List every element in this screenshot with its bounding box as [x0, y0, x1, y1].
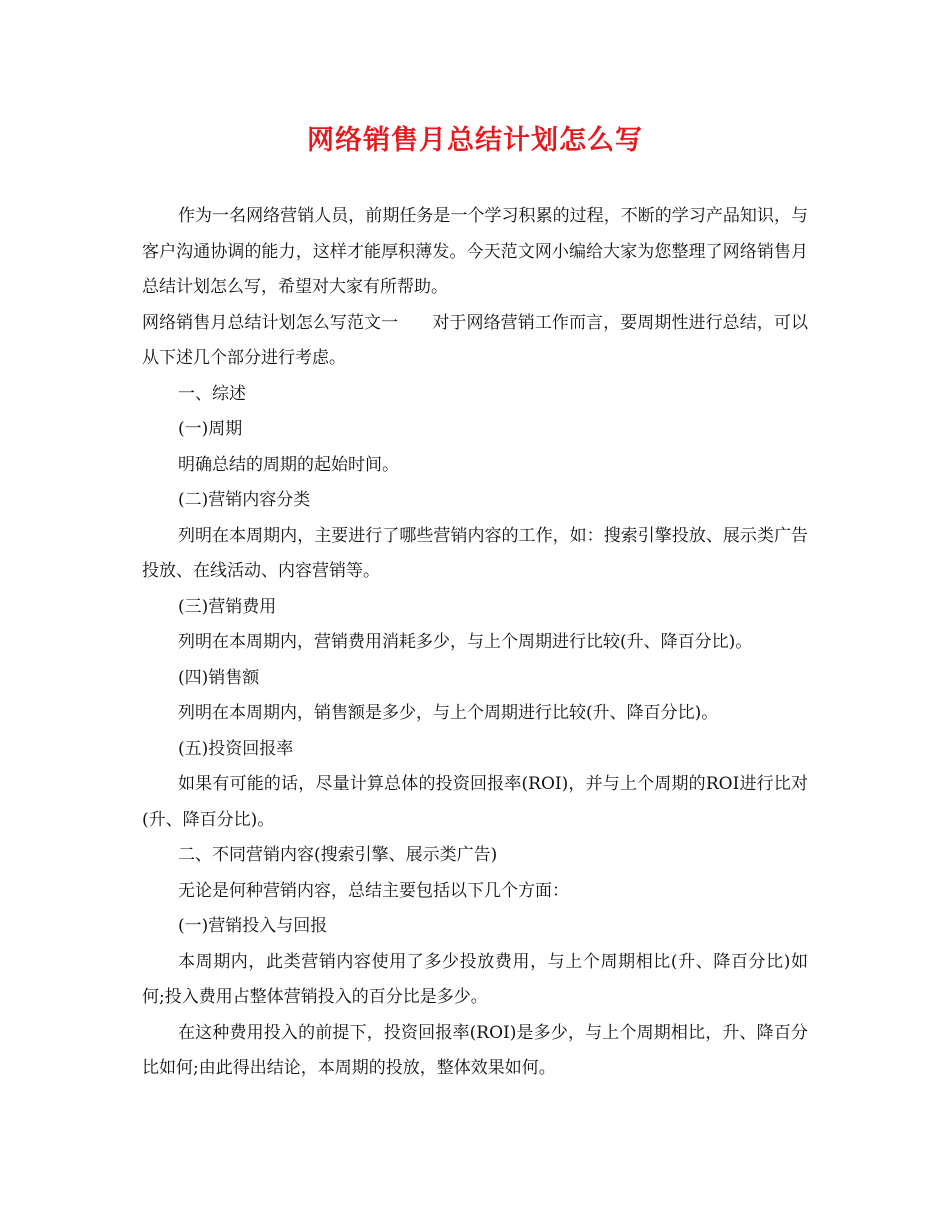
document-body — [142, 199, 808, 1087]
paragraph: 明确总结的周期的起始时间。 — [178, 454, 399, 475]
paragraph: 一、综述 — [178, 383, 246, 404]
paragraph: (一)周期 — [178, 419, 243, 440]
paragraph: 作为一名网络营销人员，前期任务是一个学习积累的过程，不断的学习产品知识，与客户沟通协调的能力，这样才能厚积薄发。今天范文网小编给大家为您整理了网络销售月总结计划怎么写，希望对大家有所帮助。 — [142, 206, 808, 298]
paragraph: (二)营销内容分类 — [178, 490, 311, 511]
paragraph: 本周期内，此类营销内容使用了多少投放费用，与上个周期相比(升、降百分比)如何;投入费用占整体营销投入的百分比是多少。 — [142, 951, 808, 1008]
paragraph: 列明在本周期内，销售额是多少，与上个周期进行比较(升、降百分比)。 — [178, 703, 719, 724]
paragraph: 二、不同营销内容(搜索引擎、展示类广告) — [178, 845, 498, 866]
paragraph: (三)营销费用 — [178, 596, 277, 617]
paragraph: (五)投资回报率 — [178, 738, 294, 759]
paragraph: 无论是何种营销内容，总结主要包括以下几个方面： — [178, 880, 569, 901]
document-title: 网络销售月总结计划怎么写 — [307, 125, 643, 156]
paragraph: 如果有可能的话，尽量计算总体的投资回报率(ROI)，并与上个周期的ROI进行比对(升、降百分比)。 — [142, 774, 808, 830]
paragraph: 列明在本周期内，营销费用消耗多少，与上个周期进行比较(升、降百分比)。 — [178, 632, 753, 653]
paragraph: (四)销售额 — [178, 667, 260, 688]
paragraph: 在这种费用投入的前提下，投资回报率(ROI)是多少，与上个周期相比，升、降百分比如何;由此得出结论，本周期的投放，整体效果如何。 — [142, 1022, 808, 1079]
paragraph: 列明在本周期内，主要进行了哪些营销内容的工作，如：搜索引擎投放、展示类广告投放、在线活动、内容营销等。 — [142, 525, 808, 582]
paragraph: (一)营销投入与回报 — [178, 916, 328, 937]
paragraph: 网络销售月总结计划怎么写范文一 对于网络营销工作而言，要周期性进行总结，可以从下述几个部分进行考虑。 — [142, 312, 808, 369]
